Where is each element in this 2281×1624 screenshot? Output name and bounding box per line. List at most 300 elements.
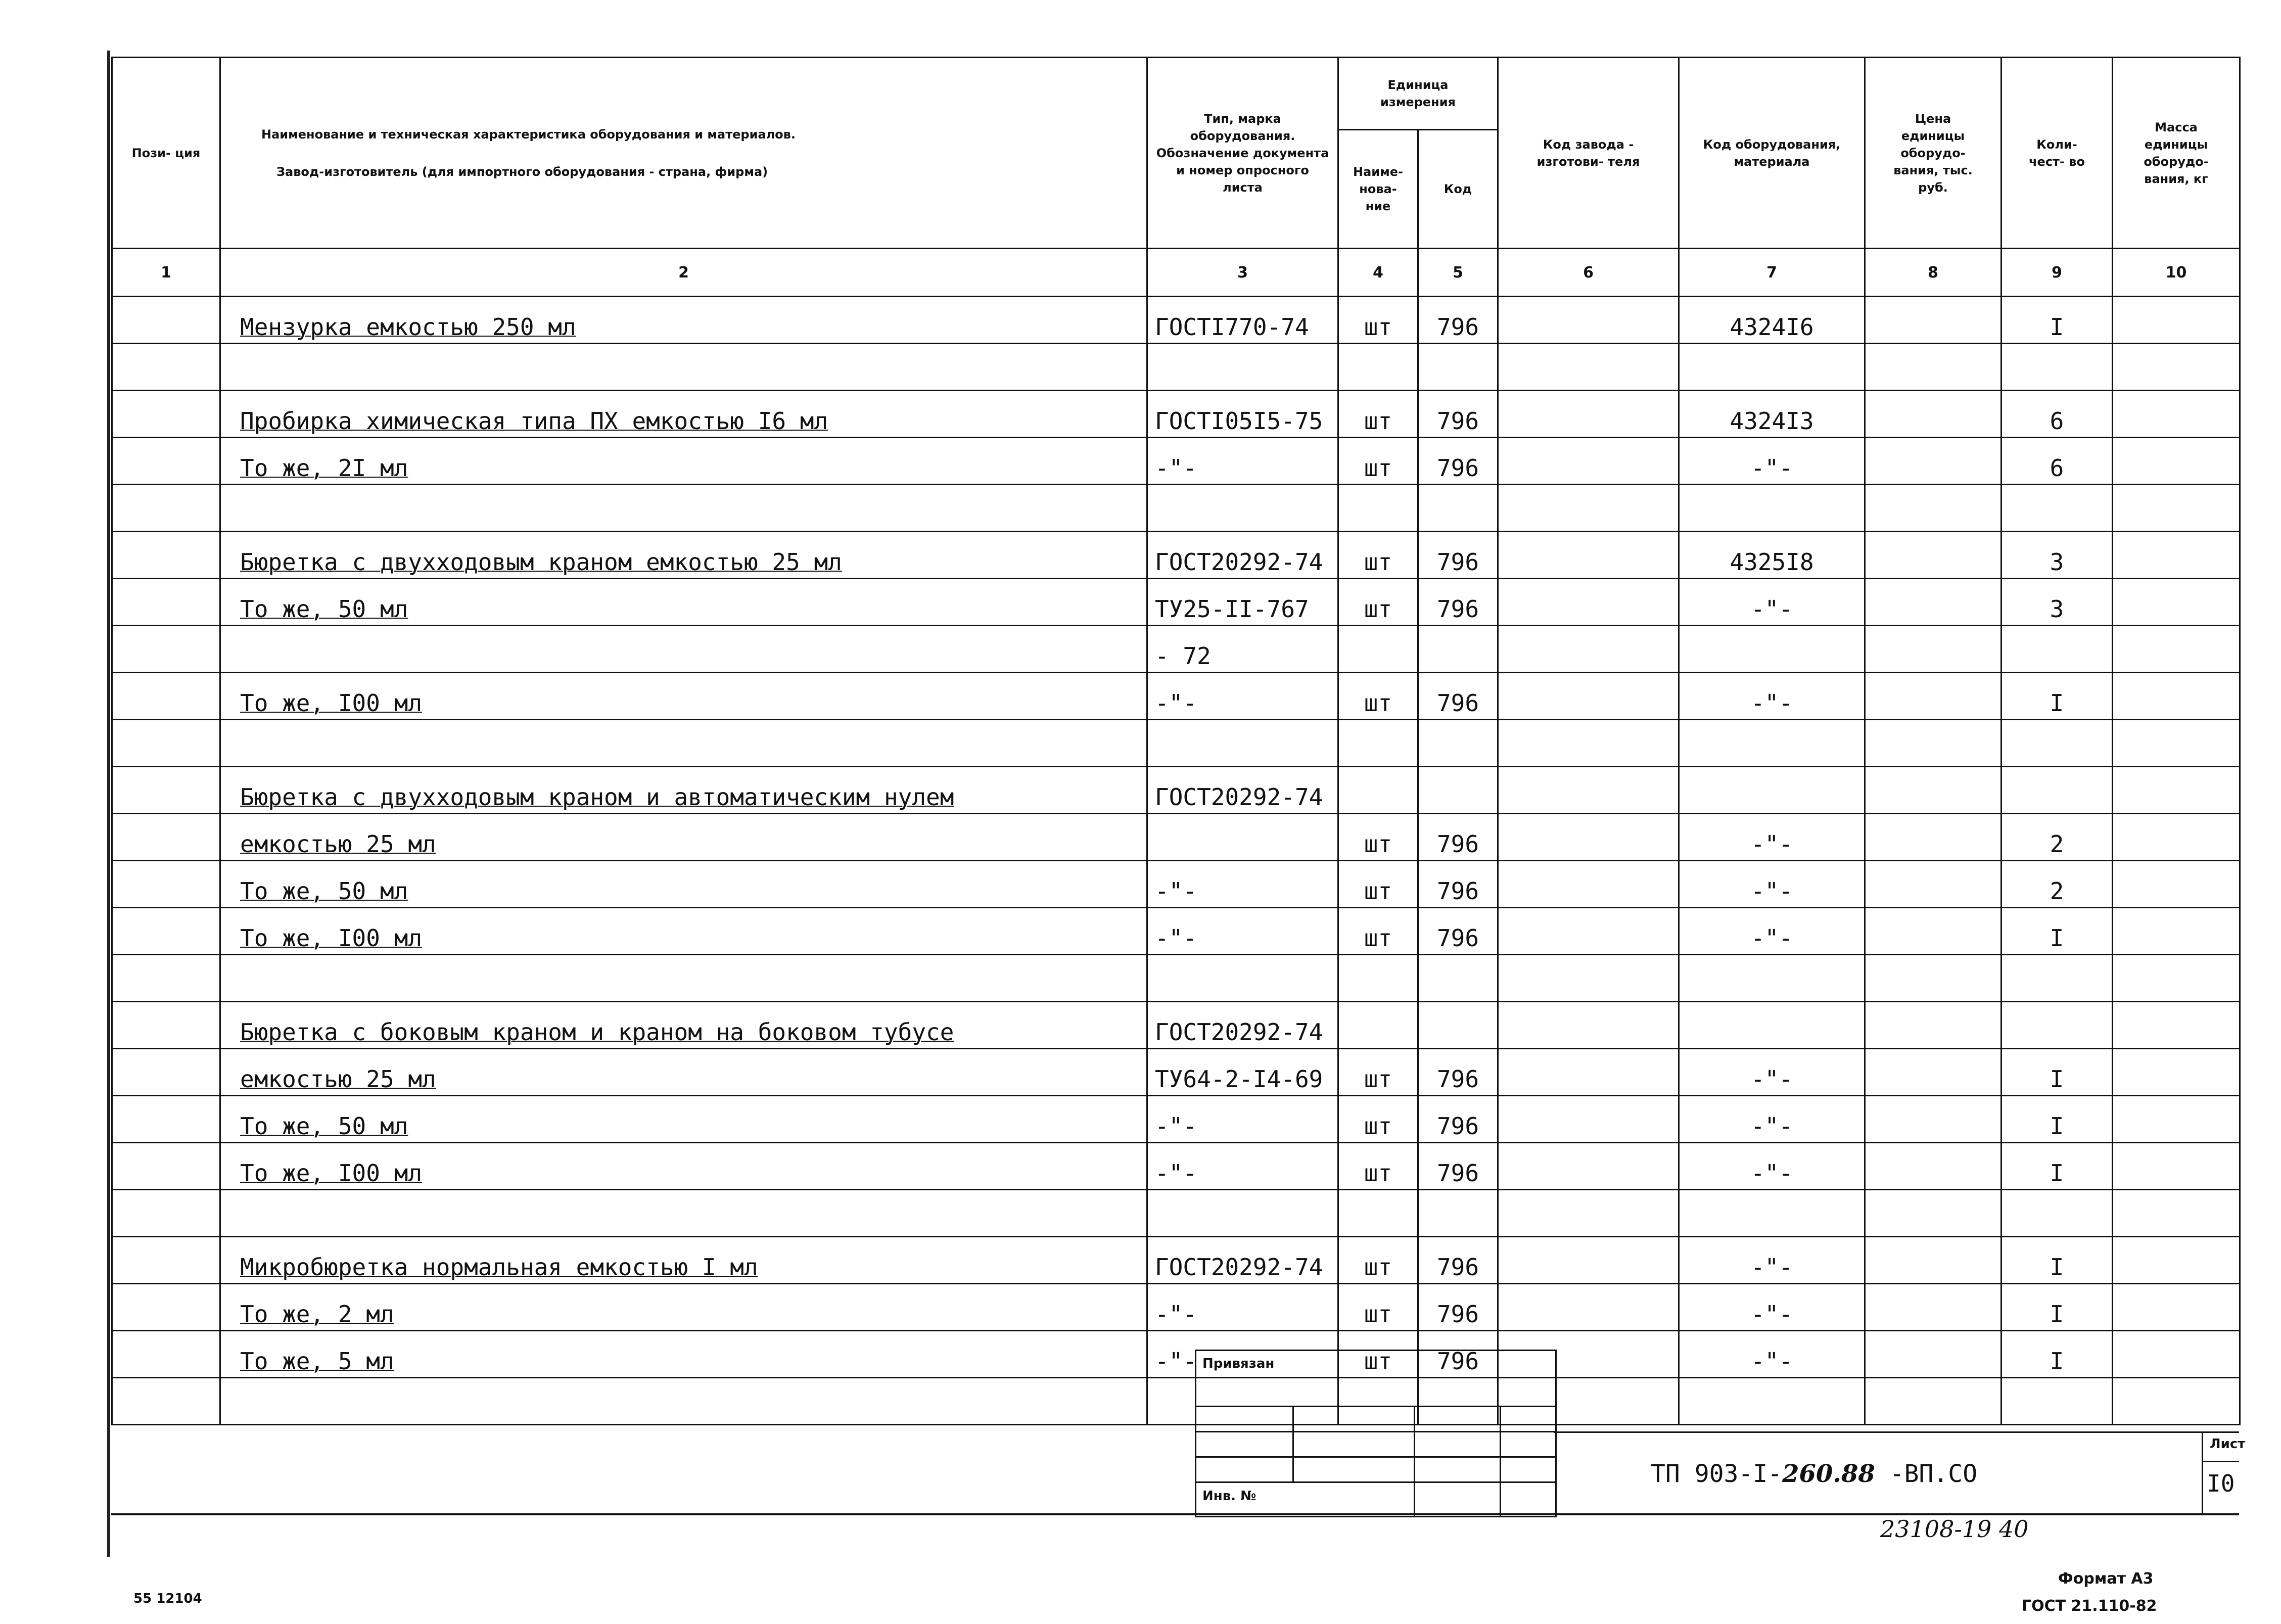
factory-code-cell bbox=[1498, 438, 1679, 485]
document-cell: -"- bbox=[1147, 1096, 1338, 1143]
material-code-cell: -"- bbox=[1679, 1143, 1865, 1190]
mass-cell bbox=[2113, 1002, 2240, 1049]
document-cell: -"- bbox=[1147, 1284, 1338, 1331]
position-cell bbox=[112, 391, 220, 438]
header-unit-code: Код bbox=[1418, 130, 1498, 249]
factory-code-cell bbox=[1498, 1190, 1679, 1237]
price-cell bbox=[1865, 673, 2001, 720]
header-factory-code: Код завода - изготови- теля bbox=[1498, 58, 1679, 249]
column-number: 9 bbox=[2001, 249, 2113, 297]
material-code-cell: -"- bbox=[1679, 861, 1865, 908]
material-code-cell bbox=[1679, 485, 1865, 532]
material-code-cell: 4325I8 bbox=[1679, 532, 1865, 579]
table-row bbox=[112, 626, 2240, 673]
price-cell bbox=[1865, 391, 2001, 438]
position-cell bbox=[112, 767, 220, 814]
material-code-cell: -"- bbox=[1679, 814, 1865, 861]
material-code-cell: -"- bbox=[1679, 1049, 1865, 1096]
unit-name-cell: шт bbox=[1338, 1049, 1418, 1096]
document-cell: - 72 bbox=[1147, 626, 1338, 673]
table-row bbox=[112, 861, 2240, 908]
factory-code-cell bbox=[1498, 626, 1679, 673]
name-cell bbox=[220, 955, 1147, 1002]
table-row bbox=[112, 955, 2240, 1002]
mass-cell bbox=[2113, 344, 2240, 391]
factory-code-cell bbox=[1498, 673, 1679, 720]
quantity-cell bbox=[2001, 1190, 2113, 1237]
column-number: 4 bbox=[1338, 249, 1418, 297]
material-code-cell: -"- bbox=[1679, 579, 1865, 626]
position-cell bbox=[112, 1190, 220, 1237]
name-cell bbox=[220, 626, 1147, 673]
unit-code-cell bbox=[1418, 626, 1498, 673]
position-cell bbox=[112, 485, 220, 532]
unit-code-cell bbox=[1418, 955, 1498, 1002]
mass-cell bbox=[2113, 438, 2240, 485]
header-unit-name: Наиме- нова- ние bbox=[1338, 130, 1418, 249]
mass-cell bbox=[2113, 673, 2240, 720]
material-code-cell bbox=[1679, 720, 1865, 767]
position-cell bbox=[112, 908, 220, 955]
price-cell bbox=[1865, 297, 2001, 344]
document-code-handwritten: 260.88 bbox=[1782, 1460, 1875, 1488]
name-cell bbox=[220, 1190, 1147, 1237]
name-cell: То же, I00 мл bbox=[220, 673, 1147, 720]
document-cell bbox=[1147, 1190, 1338, 1237]
mass-cell bbox=[2113, 1331, 2240, 1378]
spec-rows bbox=[112, 297, 2240, 1425]
material-code-cell: -"- bbox=[1679, 438, 1865, 485]
factory-code-cell bbox=[1498, 1143, 1679, 1190]
name-cell bbox=[220, 1378, 1147, 1425]
quantity-cell bbox=[2001, 1378, 2113, 1425]
document-cell: ГОСТ20292-74 bbox=[1147, 1002, 1338, 1049]
approval-stamp bbox=[1195, 1350, 1557, 1517]
quantity-cell bbox=[2001, 955, 2113, 1002]
gost-label: ГОСТ 21.110-82 bbox=[2022, 1597, 2157, 1615]
document-cell: -"- bbox=[1147, 438, 1338, 485]
quantity-cell: 6 bbox=[2001, 438, 2113, 485]
column-number: 8 bbox=[1865, 249, 2001, 297]
header-type: Тип, марка оборудования. Обозначение документа и номер опросного листа bbox=[1147, 58, 1338, 249]
position-cell bbox=[112, 1284, 220, 1331]
unit-name-cell: шт bbox=[1338, 438, 1418, 485]
unit-code-cell: 796 bbox=[1418, 579, 1498, 626]
quantity-cell: I bbox=[2001, 1143, 2113, 1190]
table-row bbox=[112, 1002, 2240, 1049]
mass-cell bbox=[2113, 1049, 2240, 1096]
mass-cell bbox=[2113, 955, 2240, 1002]
mass-cell bbox=[2113, 720, 2240, 767]
unit-code-cell: 796 bbox=[1418, 297, 1498, 344]
column-number: 2 bbox=[220, 249, 1147, 297]
factory-code-cell bbox=[1498, 1002, 1679, 1049]
stamp-attached-label: Привязан bbox=[1202, 1356, 1275, 1371]
name-cell: Бюретка с боковым краном и краном на боковом тубусе bbox=[220, 1002, 1147, 1049]
document-cell: ГОСТ20292-74 bbox=[1147, 1237, 1338, 1284]
position-cell bbox=[112, 1237, 220, 1284]
position-cell bbox=[112, 297, 220, 344]
factory-code-cell bbox=[1498, 297, 1679, 344]
stamp-line bbox=[1196, 1481, 1555, 1483]
document-cell: ГОСТI05I5-75 bbox=[1147, 391, 1338, 438]
unit-code-cell: 796 bbox=[1418, 438, 1498, 485]
header-price: Цена единицы оборудо- вания, тыс. руб. bbox=[1865, 58, 2001, 249]
name-cell: Пробирка химическая типа ПХ емкостью I6 мл bbox=[220, 391, 1147, 438]
factory-code-cell bbox=[1498, 767, 1679, 814]
document-cell: ГОСТ20292-74 bbox=[1147, 532, 1338, 579]
material-code-cell: 4324I3 bbox=[1679, 391, 1865, 438]
position-cell bbox=[112, 579, 220, 626]
document-cell: ТУ25-II-767 bbox=[1147, 579, 1338, 626]
factory-code-cell bbox=[1498, 908, 1679, 955]
unit-code-cell: 796 bbox=[1418, 1284, 1498, 1331]
table-row bbox=[112, 1049, 2240, 1096]
factory-code-cell bbox=[1498, 485, 1679, 532]
price-cell bbox=[1865, 344, 2001, 391]
mass-cell bbox=[2113, 626, 2240, 673]
unit-name-cell: шт bbox=[1338, 532, 1418, 579]
unit-code-cell: 796 bbox=[1418, 1143, 1498, 1190]
equipment-spec-table bbox=[111, 57, 2241, 1425]
price-cell bbox=[1865, 438, 2001, 485]
header-position: Пози- ция bbox=[112, 58, 220, 249]
price-cell bbox=[1865, 1190, 2001, 1237]
unit-name-cell: шт bbox=[1338, 908, 1418, 955]
table-row bbox=[112, 1237, 2240, 1284]
header-name bbox=[220, 58, 1147, 249]
name-cell: То же, 50 мл bbox=[220, 1096, 1147, 1143]
name-cell: емкостью 25 мл bbox=[220, 1049, 1147, 1096]
price-cell bbox=[1865, 767, 2001, 814]
column-number: 1 bbox=[112, 249, 220, 297]
unit-code-cell bbox=[1418, 485, 1498, 532]
unit-code-cell: 796 bbox=[1418, 673, 1498, 720]
material-code-cell: 4324I6 bbox=[1679, 297, 1865, 344]
name-cell: Бюретка с двухходовым краном и автоматическим нулем bbox=[220, 767, 1147, 814]
document-cell: -"- bbox=[1147, 673, 1338, 720]
quantity-cell: 6 bbox=[2001, 391, 2113, 438]
column-number: 10 bbox=[2113, 249, 2240, 297]
name-cell: Мензурка емкостью 250 мл bbox=[220, 297, 1147, 344]
archive-number: 55 12104 bbox=[133, 1591, 202, 1606]
table-row bbox=[112, 532, 2240, 579]
sheet-number: I0 bbox=[2207, 1470, 2235, 1497]
quantity-cell: I bbox=[2001, 673, 2113, 720]
position-cell bbox=[112, 1331, 220, 1378]
factory-code-cell bbox=[1498, 1049, 1679, 1096]
name-cell: То же, 50 мл bbox=[220, 861, 1147, 908]
price-cell bbox=[1865, 1143, 2001, 1190]
mass-cell bbox=[2113, 861, 2240, 908]
mass-cell bbox=[2113, 1237, 2240, 1284]
table-row bbox=[112, 720, 2240, 767]
mass-cell bbox=[2113, 1096, 2240, 1143]
unit-code-cell bbox=[1418, 1002, 1498, 1049]
document-cell bbox=[1147, 485, 1338, 532]
header-material-code: Код оборудования, материала bbox=[1679, 58, 1865, 249]
unit-code-cell: 796 bbox=[1418, 1096, 1498, 1143]
mass-cell bbox=[2113, 908, 2240, 955]
document-code-prefix: ТП 903-I- bbox=[1651, 1460, 1783, 1488]
unit-name-cell: шт bbox=[1338, 391, 1418, 438]
quantity-cell: 2 bbox=[2001, 861, 2113, 908]
unit-name-cell: шт bbox=[1338, 1143, 1418, 1190]
header-units: Единица измерения bbox=[1338, 58, 1498, 130]
material-code-cell bbox=[1679, 344, 1865, 391]
position-cell bbox=[112, 1049, 220, 1096]
sheet-box-divider bbox=[2202, 1461, 2239, 1462]
unit-name-cell bbox=[1338, 720, 1418, 767]
factory-code-cell bbox=[1498, 344, 1679, 391]
unit-name-cell bbox=[1338, 344, 1418, 391]
format-label: Формат А3 bbox=[2058, 1570, 2154, 1588]
factory-code-cell bbox=[1498, 861, 1679, 908]
mass-cell bbox=[2113, 767, 2240, 814]
document-cell: ТУ64-2-I4-69 bbox=[1147, 1049, 1338, 1096]
unit-name-cell: шт bbox=[1338, 1096, 1418, 1143]
document-code bbox=[1651, 1460, 1977, 1488]
factory-code-cell bbox=[1498, 814, 1679, 861]
unit-code-cell: 796 bbox=[1418, 1237, 1498, 1284]
name-cell: То же, 2I мл bbox=[220, 438, 1147, 485]
factory-code-cell bbox=[1498, 579, 1679, 626]
factory-code-cell bbox=[1498, 1284, 1679, 1331]
table-row bbox=[112, 1143, 2240, 1190]
stamp-inventory-label: Инв. № bbox=[1202, 1489, 1256, 1504]
document-cell: -"- bbox=[1147, 908, 1338, 955]
quantity-cell bbox=[2001, 767, 2113, 814]
stamp-line bbox=[1196, 1406, 1555, 1407]
position-cell bbox=[112, 1096, 220, 1143]
name-cell bbox=[220, 344, 1147, 391]
name-cell: То же, I00 мл bbox=[220, 908, 1147, 955]
document-cell bbox=[1147, 720, 1338, 767]
material-code-cell bbox=[1679, 1002, 1865, 1049]
name-cell: Микробюретка нормальная емкостью I мл bbox=[220, 1237, 1147, 1284]
quantity-cell bbox=[2001, 720, 2113, 767]
position-cell bbox=[112, 1143, 220, 1190]
material-code-cell: -"- bbox=[1679, 673, 1865, 720]
unit-name-cell bbox=[1338, 955, 1418, 1002]
table-row bbox=[112, 1331, 2240, 1378]
name-cell: То же, I00 мл bbox=[220, 1143, 1147, 1190]
sheet-label: Лист bbox=[2210, 1436, 2246, 1452]
position-cell bbox=[112, 532, 220, 579]
quantity-cell: I bbox=[2001, 297, 2113, 344]
quantity-cell bbox=[2001, 344, 2113, 391]
unit-code-cell: 796 bbox=[1418, 391, 1498, 438]
mass-cell bbox=[2113, 814, 2240, 861]
column-number: 7 bbox=[1679, 249, 1865, 297]
unit-name-cell: шт bbox=[1338, 673, 1418, 720]
position-cell bbox=[112, 344, 220, 391]
quantity-cell: I bbox=[2001, 1237, 2113, 1284]
unit-code-cell: 796 bbox=[1418, 814, 1498, 861]
quantity-cell bbox=[2001, 626, 2113, 673]
table-row bbox=[112, 438, 2240, 485]
unit-code-cell bbox=[1418, 720, 1498, 767]
unit-code-cell bbox=[1418, 1190, 1498, 1237]
position-cell bbox=[112, 626, 220, 673]
unit-name-cell: шт bbox=[1338, 1331, 1418, 1378]
stamp-divider bbox=[1292, 1406, 1294, 1481]
unit-code-cell bbox=[1418, 767, 1498, 814]
mass-cell bbox=[2113, 391, 2240, 438]
unit-name-cell: шт bbox=[1338, 297, 1418, 344]
document-cell: -"- bbox=[1147, 861, 1338, 908]
mass-cell bbox=[2113, 1143, 2240, 1190]
unit-name-cell: шт bbox=[1338, 861, 1418, 908]
document-cell bbox=[1147, 814, 1338, 861]
unit-code-cell: 796 bbox=[1418, 861, 1498, 908]
unit-code-cell: 796 bbox=[1418, 532, 1498, 579]
position-cell bbox=[112, 720, 220, 767]
quantity-cell: I bbox=[2001, 1284, 2113, 1331]
name-cell: То же, 50 мл bbox=[220, 579, 1147, 626]
price-cell bbox=[1865, 1378, 2001, 1425]
unit-name-cell: шт bbox=[1338, 814, 1418, 861]
position-cell bbox=[112, 673, 220, 720]
quantity-cell: 3 bbox=[2001, 532, 2113, 579]
price-cell bbox=[1865, 626, 2001, 673]
quantity-cell bbox=[2001, 1002, 2113, 1049]
price-cell bbox=[1865, 720, 2001, 767]
stamp-divider bbox=[1500, 1406, 1501, 1516]
position-cell bbox=[112, 955, 220, 1002]
unit-name-cell bbox=[1338, 485, 1418, 532]
price-cell bbox=[1865, 955, 2001, 1002]
unit-name-cell bbox=[1338, 626, 1418, 673]
mass-cell bbox=[2113, 297, 2240, 344]
name-cell: Бюретка с двухходовым краном емкостью 25 мл bbox=[220, 532, 1147, 579]
factory-code-cell bbox=[1498, 1237, 1679, 1284]
unit-name-cell: шт bbox=[1338, 579, 1418, 626]
quantity-cell: I bbox=[2001, 1331, 2113, 1378]
material-code-cell: -"- bbox=[1679, 1096, 1865, 1143]
column-number: 6 bbox=[1498, 249, 1679, 297]
table-row bbox=[112, 391, 2240, 438]
stamp-line bbox=[1196, 1431, 1555, 1432]
table-row bbox=[112, 673, 2240, 720]
table-row bbox=[112, 908, 2240, 955]
column-number: 5 bbox=[1418, 249, 1498, 297]
header-name-line1: Наименование и техническая характеристика оборудования и материалов. bbox=[261, 127, 796, 142]
column-number-row bbox=[112, 249, 2240, 297]
quantity-cell: I bbox=[2001, 1096, 2113, 1143]
header-mass: Масса единицы оборудо- вания, кг bbox=[2113, 58, 2240, 249]
quantity-cell: 3 bbox=[2001, 579, 2113, 626]
price-cell bbox=[1865, 532, 2001, 579]
header-quantity: Коли- чест- во bbox=[2001, 58, 2113, 249]
unit-name-cell bbox=[1338, 1002, 1418, 1049]
price-cell bbox=[1865, 861, 2001, 908]
document-cell: ГОСТ20292-74 bbox=[1147, 767, 1338, 814]
table-row bbox=[112, 344, 2240, 391]
handwritten-archive-note: 23108-19 40 bbox=[1880, 1515, 2029, 1543]
quantity-cell bbox=[2001, 485, 2113, 532]
material-code-cell: -"- bbox=[1679, 1284, 1865, 1331]
material-code-cell: -"- bbox=[1679, 1331, 1865, 1378]
quantity-cell: I bbox=[2001, 1049, 2113, 1096]
price-cell bbox=[1865, 908, 2001, 955]
document-cell bbox=[1147, 344, 1338, 391]
name-cell: То же, 2 мл bbox=[220, 1284, 1147, 1331]
table-row bbox=[112, 814, 2240, 861]
position-cell bbox=[112, 861, 220, 908]
table-row bbox=[112, 485, 2240, 532]
material-code-cell bbox=[1679, 626, 1865, 673]
table-row bbox=[112, 297, 2240, 344]
position-cell bbox=[112, 438, 220, 485]
material-code-cell: -"- bbox=[1679, 1237, 1865, 1284]
factory-code-cell bbox=[1498, 391, 1679, 438]
table-row bbox=[112, 579, 2240, 626]
position-cell bbox=[112, 1002, 220, 1049]
table-row bbox=[112, 767, 2240, 814]
material-code-cell bbox=[1679, 1190, 1865, 1237]
position-cell bbox=[112, 1378, 220, 1425]
mass-cell bbox=[2113, 1378, 2240, 1425]
position-cell bbox=[112, 814, 220, 861]
factory-code-cell bbox=[1498, 1096, 1679, 1143]
mass-cell bbox=[2113, 1190, 2240, 1237]
factory-code-cell bbox=[1498, 720, 1679, 767]
price-cell bbox=[1865, 1096, 2001, 1143]
unit-code-cell bbox=[1418, 344, 1498, 391]
material-code-cell bbox=[1679, 955, 1865, 1002]
price-cell bbox=[1865, 1049, 2001, 1096]
document-cell: -"- bbox=[1147, 1143, 1338, 1190]
price-cell bbox=[1865, 1002, 2001, 1049]
mass-cell bbox=[2113, 579, 2240, 626]
material-code-cell bbox=[1679, 767, 1865, 814]
price-cell bbox=[1865, 814, 2001, 861]
material-code-cell: -"- bbox=[1679, 908, 1865, 955]
document-code-suffix: -ВП.СО bbox=[1875, 1460, 1978, 1488]
quantity-cell: 2 bbox=[2001, 814, 2113, 861]
price-cell bbox=[1865, 579, 2001, 626]
unit-name-cell bbox=[1338, 1190, 1418, 1237]
unit-name-cell: шт bbox=[1338, 1237, 1418, 1284]
price-cell bbox=[1865, 1237, 2001, 1284]
table-row bbox=[112, 1190, 2240, 1237]
table-row bbox=[112, 1284, 2240, 1331]
unit-name-cell bbox=[1338, 767, 1418, 814]
document-cell: ГОСТI770-74 bbox=[1147, 297, 1338, 344]
table-row bbox=[112, 1378, 2240, 1425]
unit-code-cell: 796 bbox=[1418, 1331, 1498, 1378]
name-cell: емкостью 25 мл bbox=[220, 814, 1147, 861]
name-cell bbox=[220, 720, 1147, 767]
price-cell bbox=[1865, 1331, 2001, 1378]
stamp-line bbox=[1196, 1456, 1555, 1458]
name-cell: То же, 5 мл bbox=[220, 1331, 1147, 1378]
mass-cell bbox=[2113, 485, 2240, 532]
document-cell: -"- bbox=[1147, 1331, 1338, 1378]
name-cell bbox=[220, 485, 1147, 532]
material-code-cell bbox=[1679, 1378, 1865, 1425]
mass-cell bbox=[2113, 1284, 2240, 1331]
unit-name-cell: шт bbox=[1338, 1284, 1418, 1331]
factory-code-cell bbox=[1498, 955, 1679, 1002]
unit-code-cell: 796 bbox=[1418, 908, 1498, 955]
mass-cell bbox=[2113, 532, 2240, 579]
factory-code-cell bbox=[1498, 532, 1679, 579]
price-cell bbox=[1865, 485, 2001, 532]
price-cell bbox=[1865, 1284, 2001, 1331]
left-binding-edge bbox=[107, 51, 110, 1557]
